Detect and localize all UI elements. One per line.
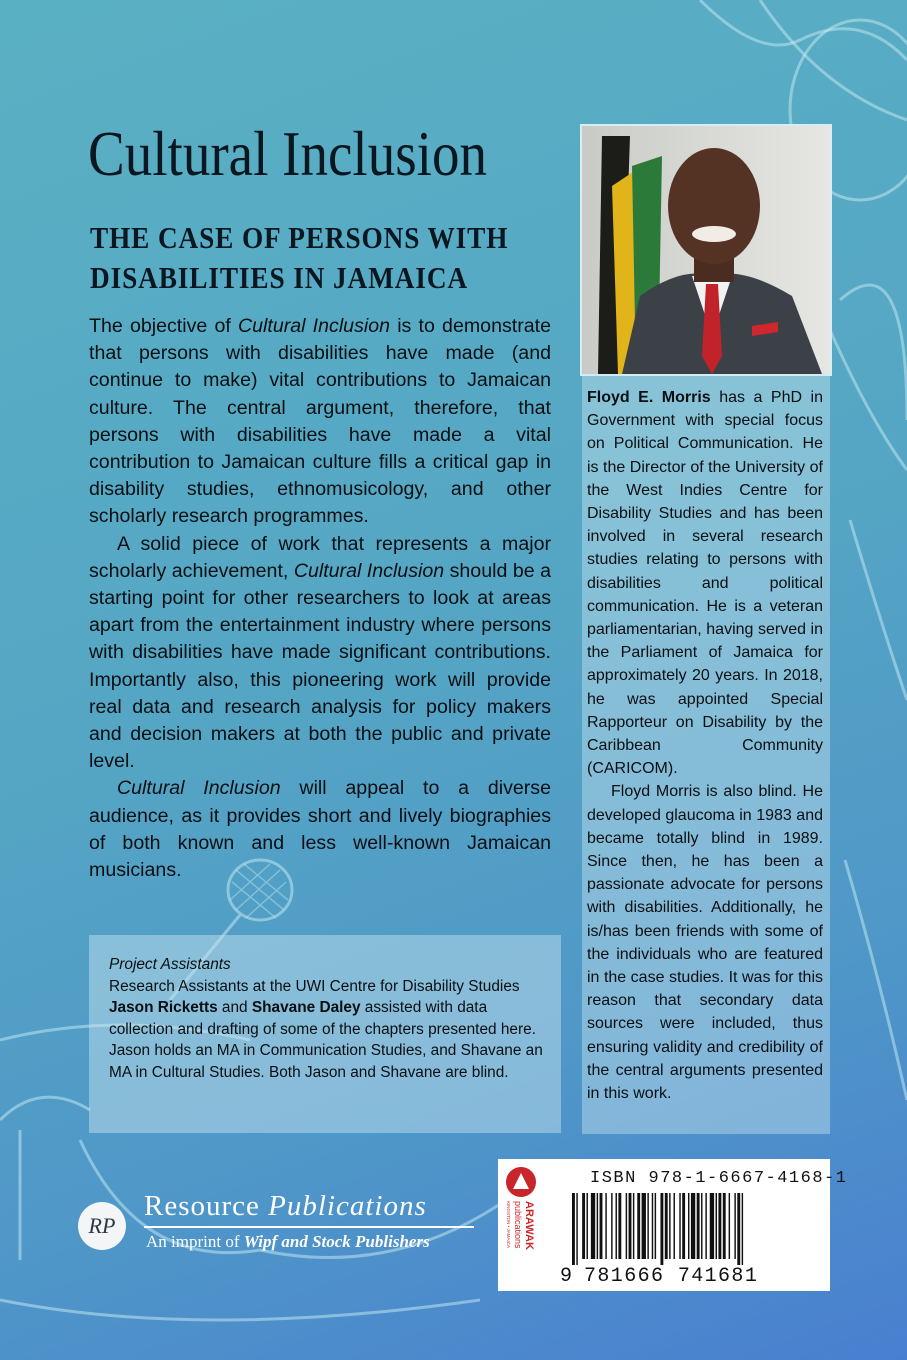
barcode-bar bbox=[674, 1193, 675, 1259]
description-paragraph-1: The objective of Cultural Inclusion is to demonstrate that persons with disabilities have made (and continue to make) vital contributions to Jamaican culture. The central argument, therefore, that persons with disabilities have made a vital contribution to Jamaican culture fills a critical gap in disability studies, ethnomusicology, and other scholarly research programmes. bbox=[89, 315, 551, 528]
author-bio bbox=[587, 386, 823, 1105]
barcode-bar bbox=[582, 1193, 585, 1259]
barcode-bar bbox=[633, 1193, 634, 1259]
barcode-bar bbox=[629, 1193, 632, 1259]
barcode-panel bbox=[498, 1159, 848, 1291]
barcode-bar bbox=[637, 1193, 640, 1259]
book-title: Cultural Inclusion bbox=[88, 118, 487, 189]
barcode-bar bbox=[734, 1193, 735, 1259]
barcode-bar bbox=[572, 1193, 575, 1265]
barcode-bar bbox=[642, 1193, 646, 1259]
barcode-bar bbox=[600, 1193, 603, 1259]
barcode-bar bbox=[718, 1193, 721, 1259]
barcode-bar bbox=[587, 1193, 588, 1259]
project-assistants: Project Assistants Research Assistants at the UWI Centre for Disability Studies Jason Ricketts and Shavane Daley assisted with data collection and drafting of some of the chapters presented here. Jason holds an MA in Communication Studies, and Shavane an MA in Cultural Studies. Both Jason and Shavane are blind. bbox=[109, 956, 543, 1081]
barcode-bar bbox=[697, 1193, 700, 1259]
barcode-bar bbox=[710, 1193, 714, 1259]
arawak-sub: publications bbox=[513, 1201, 523, 1249]
description-paragraph-3: Cultural Inclusion will appeal to a diverse audience, as it provides short and lively biographies of both known and less well-known Jamaican musicians. bbox=[89, 777, 552, 882]
assistants-heading: Project Assistants bbox=[109, 956, 231, 973]
book-description bbox=[89, 313, 551, 884]
publisher-divider bbox=[144, 1226, 474, 1228]
barcode-bar bbox=[705, 1193, 706, 1259]
isbn-number: ISBN 978-1-6667-4168-1 bbox=[590, 1169, 848, 1188]
description-paragraph-2: A solid piece of work that represents a major scholarly achievement, Cultural Inclusion should be a starting point for other researchers to look at areas apart from the entertainment industry where persons with disabilities have made significant contributions. Importantly also, this pioneering work will provide real data and research analysis for policy makers and decision makers at both the public and private level. bbox=[89, 532, 551, 773]
barcode-bar bbox=[701, 1193, 702, 1259]
barcode-bar bbox=[729, 1193, 730, 1259]
publisher-block bbox=[78, 1190, 478, 1260]
barcode-bar bbox=[655, 1193, 656, 1259]
barcode-bar bbox=[669, 1193, 670, 1259]
barcode-bar bbox=[742, 1193, 743, 1265]
barcode-bar bbox=[660, 1193, 663, 1265]
barcode-bar bbox=[723, 1193, 726, 1259]
barcode-bar bbox=[616, 1193, 617, 1259]
book-subtitle: THE CASE OF PERSONS WITH DISABILITIES IN JAMAICA bbox=[90, 220, 509, 295]
barcode-bar bbox=[647, 1193, 648, 1259]
barcode-bar bbox=[716, 1193, 717, 1259]
assistant-name-2: Shavane Daley bbox=[251, 999, 361, 1017]
barcode-bar bbox=[665, 1193, 668, 1259]
arawak-logo bbox=[504, 1165, 538, 1285]
barcode bbox=[558, 1193, 816, 1265]
barcode-bar bbox=[576, 1193, 577, 1265]
barcode-bar bbox=[605, 1193, 606, 1259]
publisher-imprint: An imprint of Wipf and Stock Publishers bbox=[146, 1232, 430, 1251]
barcode-bar bbox=[652, 1193, 653, 1259]
barcode-bar bbox=[611, 1193, 612, 1259]
barcode-digits: 781666 741681 bbox=[584, 1265, 759, 1288]
barcode-bar bbox=[618, 1193, 621, 1259]
arawak-city: KINGSTON • JAMAICA bbox=[506, 1201, 511, 1248]
assistant-name-1: Jason Ricketts bbox=[109, 999, 218, 1017]
barcode-bar bbox=[626, 1193, 627, 1259]
barcode-bar bbox=[679, 1193, 680, 1259]
author-bio-paragraph-2: Floyd Morris is also blind. He developed glaucoma in 1983 and became totally blind in 1989. Since then, he has been a passionate advocate for persons with disabilities. Additionally, he is/has been friends with some of the individuals who are featured in the case studies. It was for this reason that secondary data sources were included, thus ensuring validity and credibility of the central arguments presented in this work. bbox=[587, 783, 823, 1103]
author-photo bbox=[580, 124, 832, 376]
barcode-bar bbox=[682, 1193, 685, 1259]
barcode-bar bbox=[737, 1193, 740, 1265]
barcode-bar bbox=[691, 1193, 695, 1259]
barcode-bar bbox=[591, 1193, 595, 1259]
arawak-name: ARAWAK bbox=[523, 1201, 535, 1250]
barcode-lead-digit: 9 bbox=[560, 1265, 573, 1288]
author-bio-paragraph-1: Floyd E. Morris has a PhD in Government with special focus on Political Communication. He is the Director of the University of the West Indies Centre for Disability Studies and has been involved in several research studies relating to persons with disabilities and political communication. He is a veteran parliamentarian, having served in the Parliament of Jamaica for approximately 20 years. In 2018, he was appointed Special Rapporteur on Disability by the Caribbean Community (CARICOM). bbox=[587, 389, 823, 778]
author-name: Floyd E. Morris bbox=[587, 389, 711, 406]
resource-publications-logo: RP bbox=[78, 1202, 126, 1250]
barcode-bar bbox=[597, 1193, 598, 1259]
publisher-name: Resource Publications bbox=[144, 1190, 427, 1222]
barcode-bar bbox=[688, 1193, 689, 1259]
